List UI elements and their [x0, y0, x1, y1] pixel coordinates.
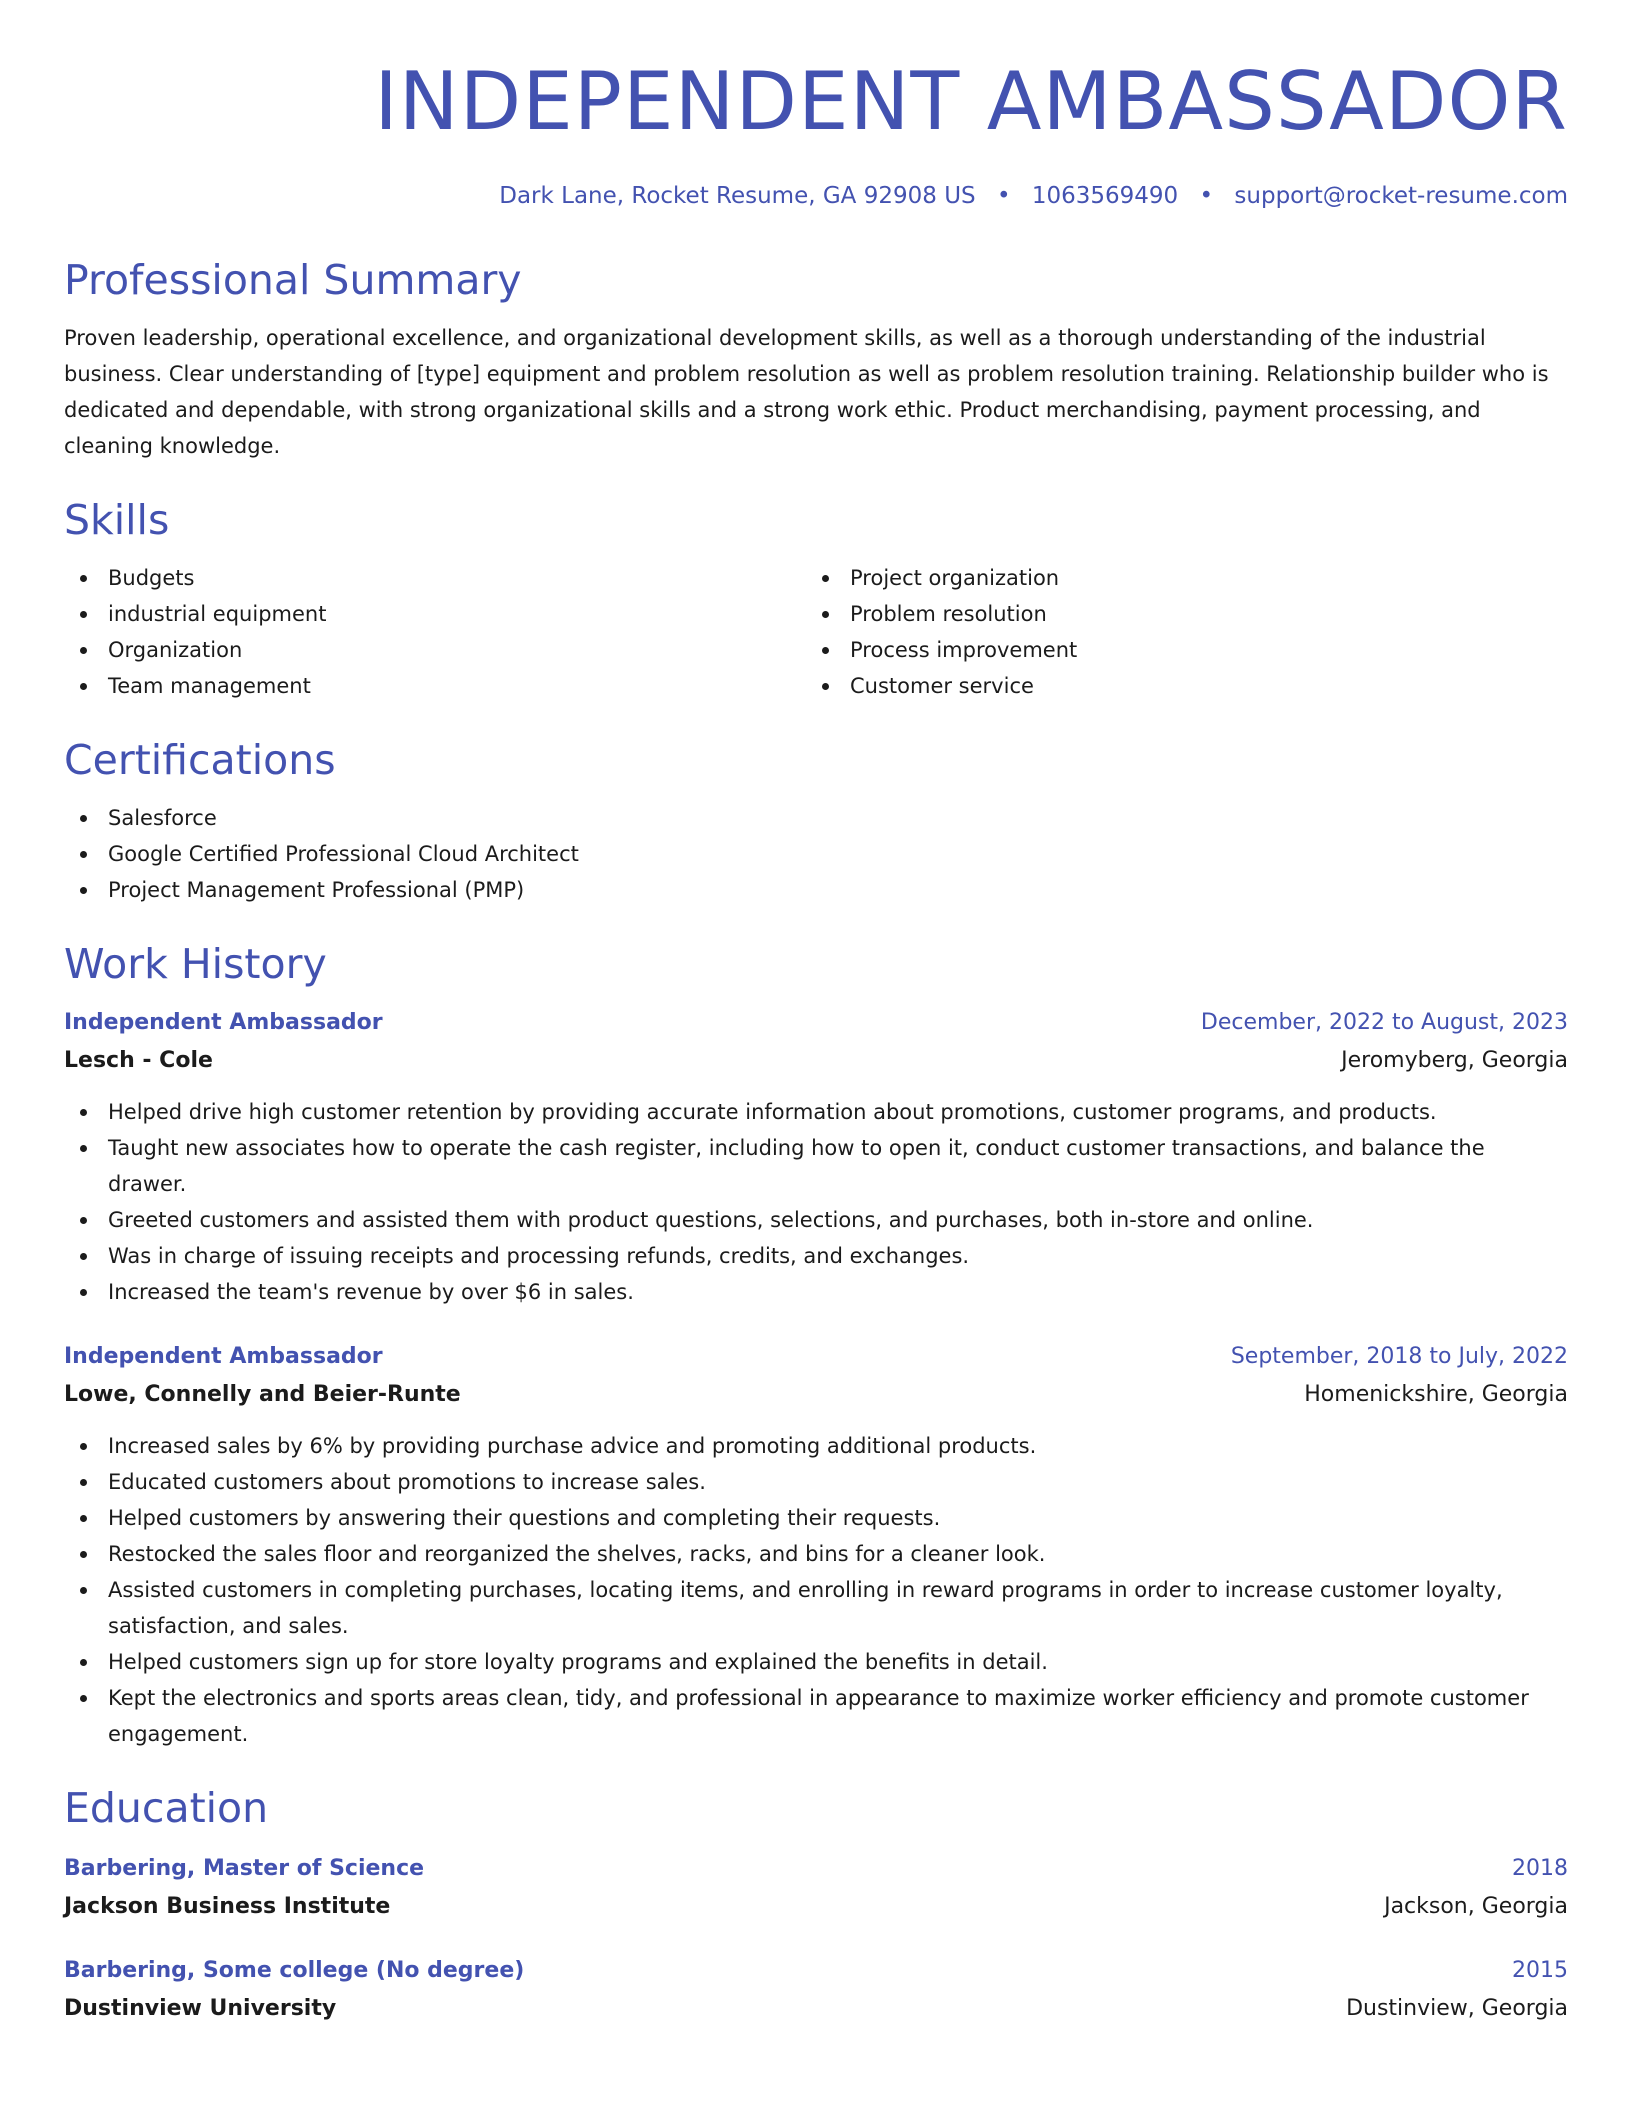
skill-item: Organization	[64, 632, 806, 668]
job-dates: December, 2022 to August, 2023	[1200, 1010, 1568, 1035]
contact-line	[64, 180, 1568, 212]
job-entry	[64, 1004, 1568, 1310]
education-entry	[64, 1952, 1568, 2028]
job-duty-item: Assisted customers in completing purchases, locating items, and enrolling in reward programs in order to increase customer loyalty, satisfaction, and sales.	[64, 1572, 1568, 1644]
education-degree-row	[64, 1850, 1568, 1888]
education-school-row	[64, 1888, 1568, 1926]
job-duty-item: Helped customers by answering their questions and completing their requests.	[64, 1500, 1568, 1536]
skill-item: Budgets	[64, 560, 806, 596]
contact-address: Dark Lane, Rocket Resume, GA 92908 US	[499, 183, 976, 209]
contact-separator: •	[1199, 183, 1214, 209]
work-history-heading: Work History	[64, 940, 327, 988]
skills-left-column	[64, 560, 806, 704]
education-degree: Barbering, Master of Science	[64, 1856, 425, 1881]
job-duty-item: Educated customers about promotions to increase sales.	[64, 1464, 1568, 1500]
skill-item: industrial equipment	[64, 596, 806, 632]
job-duty-item: Was in charge of issuing receipts and processing refunds, credits, and exchanges.	[64, 1238, 1568, 1274]
skill-item: Process improvement	[806, 632, 1548, 668]
skills-heading: Skills	[64, 496, 170, 544]
job-duty-item: Taught new associates how to operate the cash register, including how to open it, conduct customer transactions, and balance the drawer.	[64, 1130, 1568, 1202]
skill-item: Team management	[64, 668, 806, 704]
job-company: Lesch - Cole	[64, 1048, 213, 1073]
contact-separator: •	[996, 183, 1011, 209]
job-dates: September, 2018 to July, 2022	[1230, 1344, 1568, 1369]
education-heading: Education	[64, 1784, 269, 1832]
job-location: Homenickshire, Georgia	[1304, 1382, 1568, 1407]
job-title: Independent Ambassador	[64, 1344, 383, 1369]
skill-item: Problem resolution	[806, 596, 1548, 632]
education-school: Jackson Business Institute	[64, 1894, 391, 1919]
certifications-section	[64, 734, 1568, 908]
education-school: Dustinview University	[64, 1996, 337, 2021]
certifications-heading: Certifications	[64, 736, 336, 784]
education-school-row	[64, 1990, 1568, 2028]
job-duties-list	[64, 1094, 1568, 1310]
resume-header	[64, 54, 1568, 212]
education-location: Jackson, Georgia	[1384, 1894, 1568, 1919]
resume-page	[64, 54, 1568, 2028]
job-duty-item: Helped drive high customer retention by providing accurate information about promotions, customer programs, and products.	[64, 1094, 1568, 1130]
job-title-row	[64, 1338, 1568, 1376]
certification-item: Google Certified Professional Cloud Architect	[64, 836, 1568, 872]
job-title: Independent Ambassador	[64, 1010, 383, 1035]
education-entry	[64, 1850, 1568, 1926]
education-location: Dustinview, Georgia	[1346, 1996, 1568, 2021]
education-year: 2018	[1512, 1856, 1568, 1881]
skills-section	[64, 494, 1568, 704]
work-history-section	[64, 938, 1568, 1752]
certification-item: Project Management Professional (PMP)	[64, 872, 1568, 908]
certifications-list	[64, 800, 1568, 908]
contact-email[interactable]: support@rocket-resume.com	[1234, 183, 1568, 209]
education-year: 2015	[1512, 1958, 1568, 1983]
skill-item: Customer service	[806, 668, 1548, 704]
summary-section	[64, 254, 1568, 464]
job-company-row	[64, 1042, 1568, 1080]
job-location: Jeromyberg, Georgia	[1341, 1048, 1568, 1073]
job-duty-item: Restocked the sales floor and reorganized the shelves, racks, and bins for a cleaner look.	[64, 1536, 1568, 1572]
job-duty-item: Increased sales by 6% by providing purchase advice and promoting additional products.	[64, 1428, 1568, 1464]
education-section	[64, 1782, 1568, 2028]
job-duty-item: Increased the team's revenue by over $6 in sales.	[64, 1274, 1568, 1310]
job-company-row	[64, 1376, 1568, 1414]
certification-item: Salesforce	[64, 800, 1568, 836]
contact-phone[interactable]: 1063569490	[1031, 183, 1179, 209]
education-degree: Barbering, Some college (No degree)	[64, 1958, 525, 1983]
job-company: Lowe, Connelly and Beier-Runte	[64, 1382, 461, 1407]
job-duty-item: Helped customers sign up for store loyalty programs and explained the benefits in detail.	[64, 1644, 1568, 1680]
job-duty-item: Kept the electronics and sports areas clean, tidy, and professional in appearance to maximize worker efficiency and promote customer engagement.	[64, 1680, 1568, 1752]
job-duty-item: Greeted customers and assisted them with product questions, selections, and purchases, both in-store and online.	[64, 1202, 1568, 1238]
skills-right-column	[806, 560, 1548, 704]
summary-heading: Professional Summary	[64, 256, 522, 304]
job-title-row	[64, 1004, 1568, 1042]
skills-grid	[64, 560, 1568, 704]
summary-text: Proven leadership, operational excellence, and organizational development skills, as well as a thorough understanding of the industrial business. Clear understanding of [type] equipment and problem resolution as well as problem resolution training. Relationship builder who is dedicated and dependable, with strong organizational skills and a strong work ethic. Product merchandising, payment processing, and cleaning knowledge.	[64, 326, 1549, 458]
education-degree-row	[64, 1952, 1568, 1990]
candidate-name: INDEPENDENT AMBASSADOR	[374, 55, 1568, 148]
job-duties-list	[64, 1428, 1568, 1752]
skill-item: Project organization	[806, 560, 1548, 596]
job-entry	[64, 1338, 1568, 1752]
